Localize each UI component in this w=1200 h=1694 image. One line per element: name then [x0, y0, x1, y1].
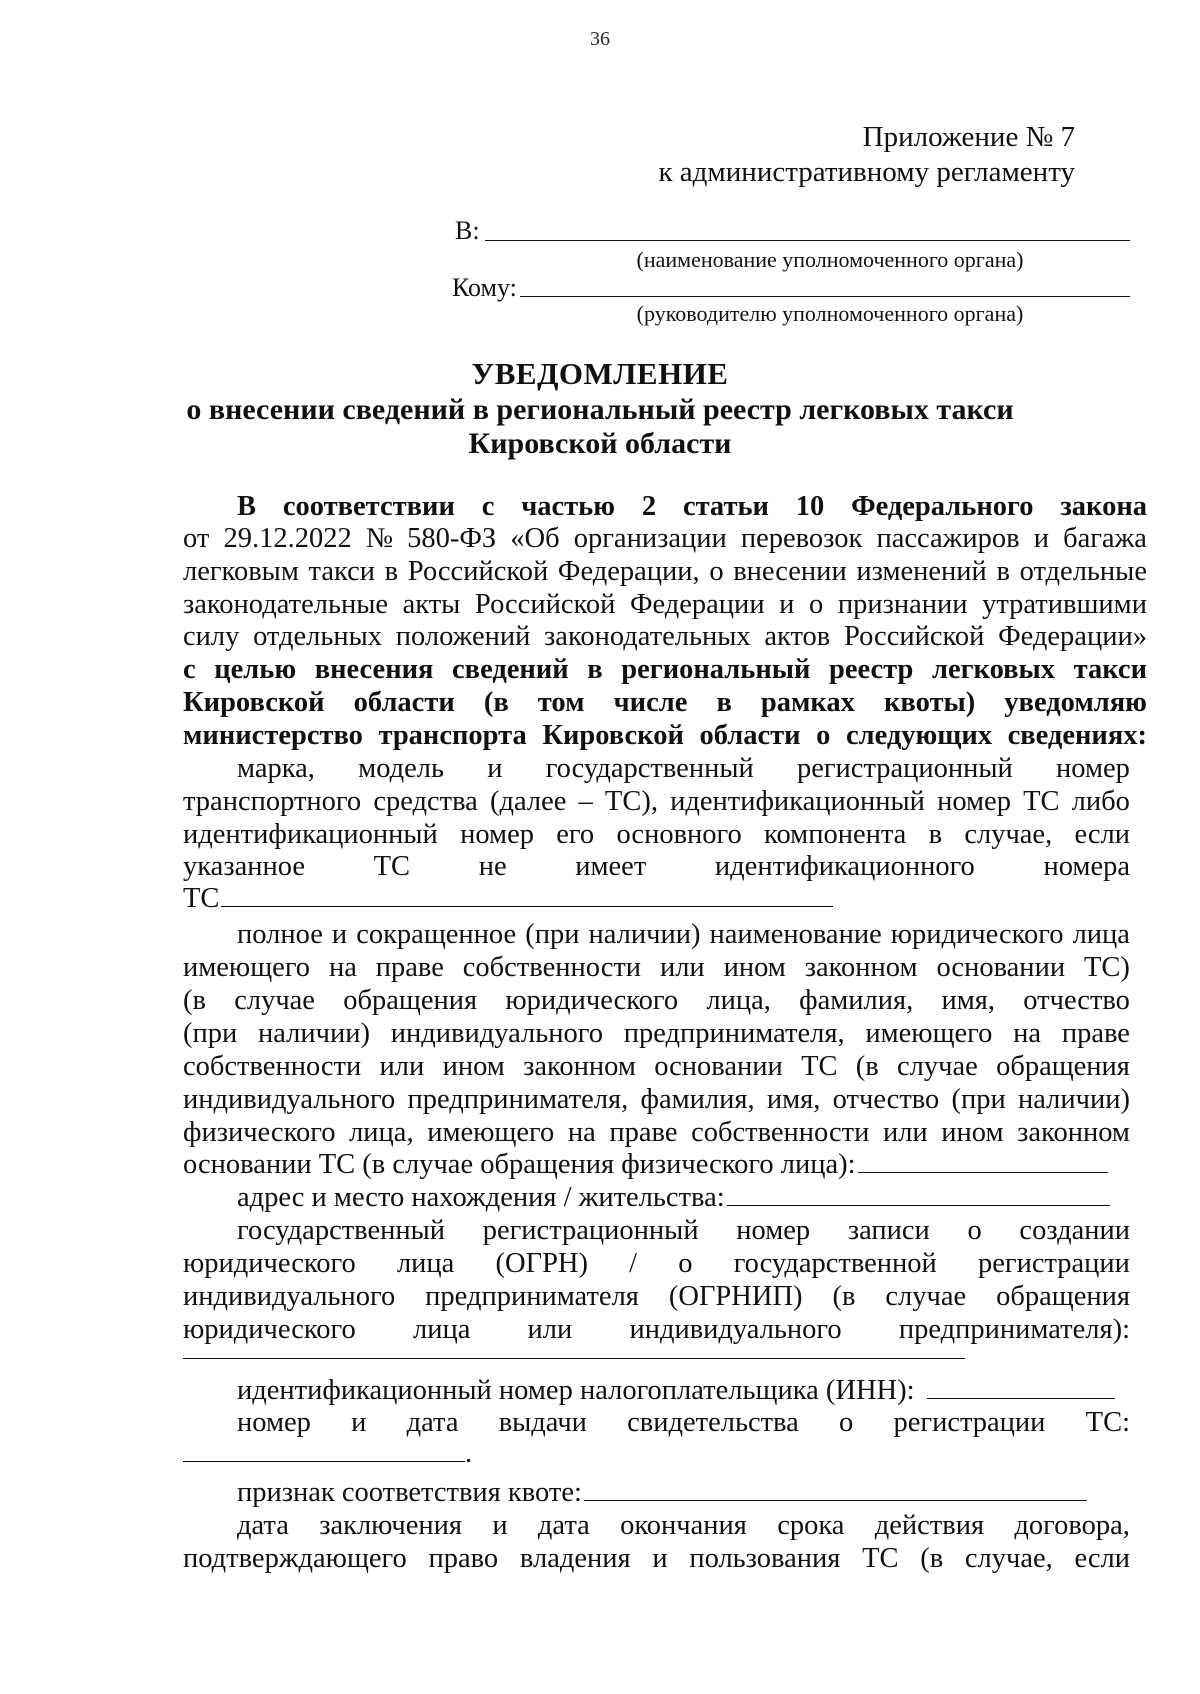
- word: Федерального: [851, 491, 1034, 522]
- word: лица: [1072, 919, 1130, 950]
- appendix-number: Приложение № 7: [862, 121, 1075, 153]
- word: или: [882, 1117, 928, 1148]
- word: идентификационного: [714, 851, 975, 882]
- word: на: [1013, 1018, 1042, 1049]
- word: физического: [183, 1117, 336, 1148]
- word: предпринимателя):: [898, 1314, 1130, 1345]
- word: или: [379, 1051, 425, 1082]
- inn-blank-line[interactable]: [927, 1374, 1115, 1399]
- word: отдельных: [253, 621, 383, 652]
- word: договора,: [1014, 1510, 1130, 1541]
- document-subtitle-line2: Кировской области: [468, 427, 732, 460]
- word: следующих: [845, 720, 993, 751]
- word: собственности: [691, 1117, 870, 1148]
- word: номер: [1056, 753, 1130, 784]
- quota-blank-line[interactable]: [584, 1476, 1087, 1501]
- word: дата: [537, 1510, 590, 1541]
- word: такси: [1073, 654, 1147, 685]
- word: квоты): [884, 687, 976, 718]
- word: акты: [402, 589, 461, 620]
- p3-line8: основании ТС (в случае обращения физического лица):: [183, 1148, 1108, 1181]
- word: (в: [183, 985, 206, 1016]
- word: законном: [523, 1051, 636, 1082]
- word: компонента: [764, 819, 907, 850]
- word: пользования: [689, 1543, 841, 1574]
- p3-line6: [183, 1083, 1130, 1116]
- word: индивидуального: [183, 1084, 396, 1115]
- p5-line1: [237, 1214, 1130, 1247]
- word: числе: [613, 687, 688, 718]
- word: имеет: [575, 851, 647, 882]
- word: соответствии: [282, 491, 455, 522]
- word: закона: [1060, 491, 1147, 522]
- word: законодательных: [544, 621, 751, 652]
- word: отчество: [1023, 985, 1130, 1016]
- p9-line2: [183, 1542, 1130, 1575]
- word: и: [487, 753, 503, 784]
- p1-line7: [183, 686, 1147, 719]
- word: действия: [874, 1510, 985, 1541]
- word: свидетельства: [627, 1407, 799, 1438]
- word: (в: [483, 687, 509, 718]
- word: в: [996, 556, 1010, 587]
- word: наличии): [1018, 1084, 1130, 1115]
- word: марка,: [237, 753, 315, 784]
- word: легковых: [931, 654, 1056, 685]
- word: 29.12.2022: [223, 523, 352, 554]
- word: регистрации: [977, 1248, 1130, 1279]
- word: срока: [777, 1510, 845, 1541]
- word: ином: [941, 1117, 1004, 1148]
- word: отчество: [832, 1084, 940, 1115]
- word: на: [567, 1117, 596, 1148]
- word: обращения: [996, 1281, 1130, 1312]
- word: рамках: [760, 687, 855, 718]
- address-blank-line[interactable]: [727, 1181, 1110, 1206]
- word: –: [578, 786, 593, 817]
- word: признании: [837, 589, 968, 620]
- word: внесения: [314, 654, 434, 685]
- word: идентификационный: [183, 819, 438, 850]
- word: легковым: [183, 556, 299, 587]
- p9-line1: [237, 1509, 1130, 1542]
- word: имеющего: [865, 1018, 993, 1049]
- p1-line2: [183, 522, 1147, 555]
- word: (в: [855, 1051, 879, 1082]
- word: юридического: [505, 985, 679, 1016]
- word: юридического: [183, 1248, 356, 1279]
- word: уведомляю: [1004, 687, 1147, 718]
- word: создании: [1019, 1215, 1130, 1246]
- word: собственности: [183, 1051, 362, 1082]
- word: предпринимателя,: [407, 1084, 629, 1115]
- word: юридического: [890, 919, 1064, 950]
- word: идентификационный: [670, 786, 925, 817]
- word: право: [428, 1543, 499, 1574]
- word: номера: [1043, 851, 1130, 882]
- p1-line3: [183, 555, 1147, 588]
- word: 580-ФЗ: [407, 523, 497, 554]
- p1-line1: [237, 490, 1147, 523]
- word: имеющего: [183, 952, 311, 983]
- word: о: [678, 1248, 693, 1279]
- word: номер: [237, 1407, 311, 1438]
- word: статьи: [682, 491, 769, 522]
- word: /: [629, 1248, 638, 1279]
- word: ином: [442, 1051, 505, 1082]
- word: регистрационный: [482, 1215, 699, 1246]
- word: (при: [951, 1084, 1006, 1115]
- word: наименование: [709, 919, 882, 950]
- word: государственной: [733, 1248, 937, 1279]
- p2-line4: [183, 850, 1130, 883]
- word: частью: [521, 491, 616, 522]
- page-number: 36: [590, 28, 610, 50]
- word: предпринимателя: [425, 1281, 639, 1312]
- word: сведений: [452, 654, 569, 685]
- word: средства: [373, 786, 478, 817]
- p5-line4: [183, 1313, 1130, 1346]
- p3-line2: [183, 951, 1130, 984]
- word: или: [527, 1314, 573, 1345]
- word: о: [709, 556, 724, 587]
- p5-line2: [183, 1247, 1130, 1280]
- word: индивидуального: [629, 1314, 842, 1345]
- word: фамилия,: [640, 1084, 755, 1115]
- word: Российской: [474, 589, 616, 620]
- word: подтверждающего: [183, 1543, 407, 1574]
- owner-blank-line[interactable]: [858, 1148, 1108, 1173]
- word: случае: [897, 1051, 978, 1082]
- word: реестр: [829, 654, 914, 685]
- word: и: [351, 1407, 367, 1438]
- word: (в: [832, 1281, 856, 1312]
- word: силу: [183, 621, 240, 652]
- word: регистрации: [893, 1407, 1046, 1438]
- p3-line3: [183, 984, 1130, 1017]
- word: законодательные: [183, 589, 389, 620]
- word: случае: [885, 1281, 967, 1312]
- word: отдельные: [1019, 556, 1147, 587]
- word: «Об: [510, 523, 560, 554]
- word: наличии): [258, 1018, 370, 1049]
- word: имя,: [766, 1084, 821, 1115]
- word: случае,: [964, 819, 1053, 850]
- word: министерство: [183, 720, 363, 751]
- word: транспорта: [378, 720, 527, 751]
- word: лица,: [706, 985, 771, 1016]
- word: с: [481, 491, 495, 522]
- word: ТС): [1083, 952, 1130, 983]
- word: праве: [609, 1117, 678, 1148]
- word: Федерации»: [998, 621, 1147, 652]
- word: индивидуального: [390, 1018, 603, 1049]
- word: ином: [723, 952, 786, 983]
- word: и: [779, 589, 795, 620]
- word: окончания: [620, 1510, 747, 1541]
- word: на: [328, 952, 357, 983]
- word: случае: [234, 985, 315, 1016]
- word: или: [659, 952, 705, 983]
- p1-line4: [183, 588, 1147, 621]
- word: от: [183, 523, 210, 554]
- word: о: [816, 720, 831, 751]
- word: такси: [308, 556, 376, 587]
- whom-label: Кому:: [452, 273, 517, 302]
- word: случае,: [964, 1543, 1053, 1574]
- word: ТС: [373, 851, 411, 882]
- word: о: [809, 589, 824, 620]
- word: записи: [847, 1215, 930, 1246]
- word: в: [384, 556, 399, 587]
- word: области: [353, 687, 455, 718]
- word: актов: [764, 621, 831, 652]
- p2-line5: ТС: [183, 882, 833, 915]
- word: в: [928, 819, 943, 850]
- word: ТС: [1023, 786, 1060, 817]
- p7-line2: .: [183, 1437, 472, 1470]
- word: дата: [237, 1510, 289, 1541]
- word: номер: [937, 786, 1011, 817]
- appendix-reference: к административному регламенту: [658, 156, 1075, 188]
- word: номер: [736, 1215, 811, 1246]
- word: выдачи: [498, 1407, 587, 1438]
- word: с: [183, 654, 196, 685]
- word: (при: [183, 1018, 238, 1049]
- word: (далее: [489, 786, 567, 817]
- word: региональный: [621, 654, 811, 685]
- word: о: [967, 1215, 982, 1246]
- word: не: [478, 851, 507, 882]
- word: №: [365, 523, 394, 554]
- word: 10: [795, 491, 825, 522]
- word: Федерации: [629, 589, 765, 620]
- word: наличии): [588, 919, 701, 950]
- word: законном: [1017, 1117, 1130, 1148]
- p3-line1: [237, 918, 1130, 951]
- p5-line3: [183, 1280, 1130, 1313]
- document-subtitle-line1: о внесении сведений в региональный реестр легковых такси: [186, 393, 1014, 426]
- word: фамилия,: [799, 985, 914, 1016]
- word: сокращенное: [356, 919, 517, 950]
- p2-line2: [183, 785, 1130, 818]
- word: обращения: [343, 985, 478, 1016]
- word: о: [839, 1407, 854, 1438]
- whom-hint: (руководителю уполномоченного органа): [636, 301, 1024, 326]
- word: Российской: [407, 556, 549, 587]
- p3-line4: [183, 1017, 1130, 1050]
- word: транспортного: [183, 786, 362, 817]
- document-title: УВЕДОМЛЕНИЕ: [471, 356, 729, 391]
- word: (в: [920, 1543, 944, 1574]
- word: модель: [358, 753, 444, 784]
- p8-line1: признак соответствия квоте:: [237, 1476, 1087, 1509]
- word: полное: [237, 919, 323, 950]
- word: внесении: [733, 556, 847, 587]
- word: (ОГРН): [495, 1248, 588, 1279]
- word: юридического: [183, 1314, 356, 1345]
- word: если: [1074, 819, 1130, 850]
- p2-line1: [237, 752, 1130, 785]
- word: перевозок: [740, 523, 863, 554]
- word: лица: [396, 1248, 455, 1279]
- word: (при: [525, 919, 580, 950]
- word: организации: [573, 523, 727, 554]
- word: том: [537, 687, 585, 718]
- word: праве: [1061, 1018, 1130, 1049]
- certificate-blank-line[interactable]: [183, 1437, 465, 1462]
- word: багажа: [1063, 523, 1147, 554]
- word: праве: [375, 952, 444, 983]
- word: имя,: [941, 985, 996, 1016]
- word: либо: [1071, 786, 1130, 817]
- word: в: [587, 654, 603, 685]
- word: номер: [460, 819, 534, 850]
- p7-line1: [237, 1406, 1130, 1439]
- word: если: [1074, 1543, 1130, 1574]
- p2-line3: [183, 818, 1130, 851]
- p4-line1: адрес и место нахождения / жительства:: [237, 1181, 1110, 1214]
- word: ТС: [862, 1543, 899, 1574]
- word: ТС: [801, 1051, 838, 1082]
- word: утратившими: [982, 589, 1147, 620]
- word: целью: [214, 654, 297, 685]
- p3-line5: [183, 1050, 1130, 1083]
- word: пассажиров: [876, 523, 1020, 554]
- word: государственный: [237, 1215, 446, 1246]
- to-label: В:: [455, 216, 480, 245]
- word: сведениях:: [1007, 720, 1147, 751]
- word: лица: [412, 1314, 471, 1345]
- word: и: [1033, 523, 1049, 554]
- word: и: [492, 1510, 508, 1541]
- p3-line7: [183, 1116, 1130, 1149]
- word: регистрационный: [796, 753, 1013, 784]
- word: собственности: [462, 952, 642, 983]
- word: В: [237, 491, 257, 522]
- p1-line8: [183, 719, 1147, 752]
- to-blank-line[interactable]: [485, 240, 1130, 241]
- word: лица,: [349, 1117, 414, 1148]
- whom-blank-line[interactable]: [520, 296, 1130, 297]
- to-hint: (наименование уполномоченного органа): [636, 247, 1024, 272]
- ogrn-blank-line[interactable]: [183, 1358, 965, 1359]
- word: имеющего: [427, 1117, 555, 1148]
- word: и: [652, 1543, 668, 1574]
- word: предпринимателя,: [623, 1018, 845, 1049]
- word: области: [699, 720, 801, 751]
- word: положений: [395, 621, 531, 652]
- word: 2: [641, 491, 657, 522]
- word: и: [331, 919, 348, 950]
- word: индивидуального: [183, 1281, 396, 1312]
- p6-line1: идентификационный номер налогоплательщика (ИНН):: [237, 1374, 1115, 1407]
- word: Кировской: [183, 687, 325, 718]
- word: его: [556, 819, 595, 850]
- word: Российской: [843, 621, 985, 652]
- word: (ОГРНИП): [668, 1281, 803, 1312]
- word: указанное: [183, 851, 305, 882]
- word: заключения: [319, 1510, 462, 1541]
- p1-line6: [183, 653, 1147, 686]
- p1-line5: [183, 620, 1147, 653]
- vehicle-blank-line[interactable]: [221, 882, 833, 907]
- word: изменений: [856, 556, 987, 587]
- word: обращения: [996, 1051, 1130, 1082]
- word: владения: [519, 1543, 631, 1574]
- word: основании: [936, 952, 1066, 983]
- word: Федерации,: [557, 556, 700, 587]
- word: основании: [654, 1051, 783, 1082]
- word: законном: [804, 952, 918, 983]
- word: Кировской: [542, 720, 684, 751]
- word: ТС),: [604, 786, 658, 817]
- word: в: [716, 687, 732, 718]
- word: государственный: [545, 753, 754, 784]
- word: дата: [406, 1407, 459, 1438]
- word: основного: [616, 819, 742, 850]
- word: ТС:: [1085, 1407, 1130, 1438]
